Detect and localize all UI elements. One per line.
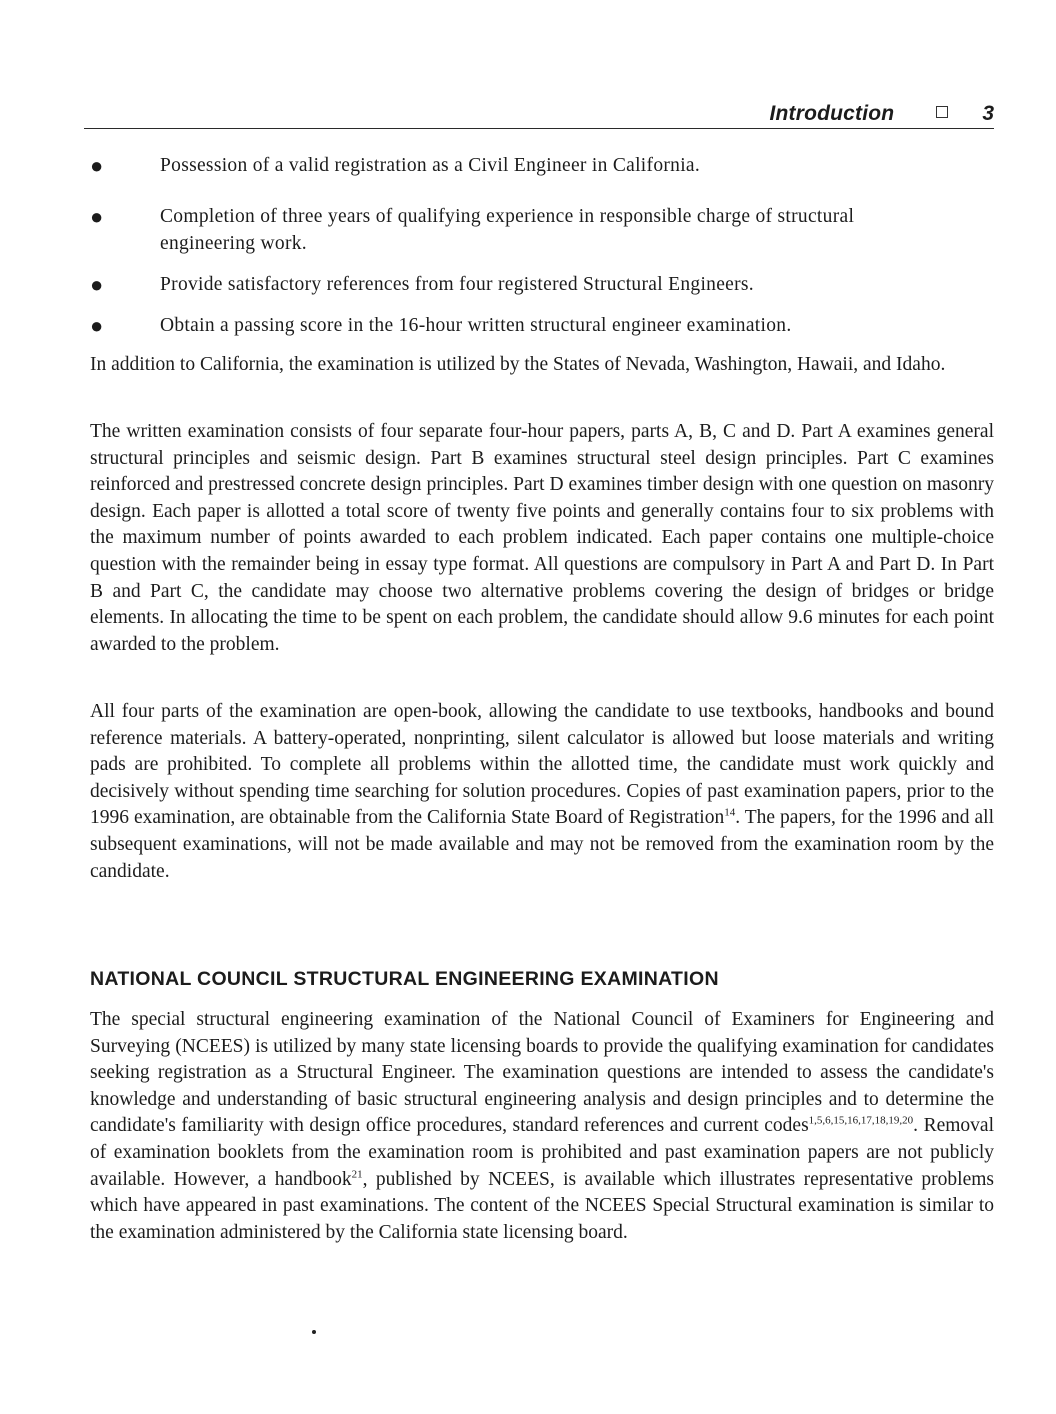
- header-box-icon: [936, 106, 948, 118]
- bullet-icon: ●: [90, 313, 104, 338]
- stray-ink-mark: [312, 1330, 316, 1334]
- paragraph-text: . Removal of examination booklets from the examination room is prohibited and past examination papers are not publicly available. However, a handbook: [90, 1115, 994, 1190]
- list-item: [90, 152, 994, 179]
- paragraph-text: , published by NCEES, is available which illustrates representative problems which have appeared in past examinations. The content of the NCEES Special Structural examination is similar to the examination administered by the California state licensing board.: [90, 1168, 994, 1243]
- list-item-text: Obtain a passing score in the 16-hour written structural engineer examination.: [160, 315, 792, 336]
- header-right-group: [769, 102, 994, 126]
- section-heading: NATIONAL COUNCIL STRUCTURAL ENGINEERING EXAMINATION: [90, 968, 719, 990]
- list-item: [90, 312, 994, 339]
- reference-superscript: 1,5,6,15,16,17,18,19,20: [808, 1114, 914, 1127]
- paragraph-open-book: [90, 699, 994, 885]
- header-section-title: Introduction: [769, 102, 895, 125]
- paragraph-states: In addition to California, the examination is utilized by the States of Nevada, Washington, Hawaii, and Idaho.: [90, 354, 946, 375]
- paragraph-ncees: [90, 1007, 994, 1246]
- page-number: 3: [982, 102, 994, 125]
- paragraph-text: . The papers, for the 1996 and all subsequent examinations, will not be made available and may not be removed from the examination room by the candidate.: [90, 807, 995, 882]
- requirements-list: [90, 152, 994, 339]
- bullet-icon: ●: [90, 272, 104, 297]
- reference-superscript: 14: [724, 806, 736, 819]
- reference-superscript: 21: [351, 1168, 363, 1181]
- list-item-text: Provide satisfactory references from four registered Structural Engineers.: [160, 274, 754, 295]
- bullet-icon: ●: [90, 153, 104, 178]
- bullet-icon: ●: [90, 204, 104, 229]
- paragraph-text: All four parts of the examination are open-book, allowing the candidate to use textbooks, handbooks and bound reference materials. A battery-operated, nonprinting, silent calculator is allowed but loose materials and writing pads are prohibited. To complete all problems within the allotted time, the candidate must work quickly and decisively without spending time searching for solution procedures. Copies of past examination papers, prior to the 1996 examination, are obtainable from the California State Board of Registration: [90, 701, 994, 829]
- paragraph-text: The special structural engineering examination of the National Council of Examiners for Engineering and Surveying (NCEES) is utilized by many state licensing boards to provide the qualifying examination for candidates seeking registration as a Structural Engineer. The examination questions are intended to assess the candidate's knowledge and understanding of basic structural engineering analysis and design principles and to determine the candidate's familiarity with design office procedures, standard references and current codes: [90, 1009, 994, 1137]
- list-item: [90, 203, 994, 257]
- paragraph-written-exam: The written examination consists of four separate four-hour papers, parts A, B, C and D. Part A examines general structural principles and seismic design. Part B examines structural steel design principles. Part C examines reinforced and prestressed concrete design principles. Part D examines timber design with one question on masonry design. Each paper is allotted a total score of twenty five points and generally contains four to six problems with the maximum number of points awarded to each problem indicated. Each paper contains one multiple-choice question with the remainder being in essay type format. All questions are compulsory in Part A and Part D. In Part B and Part C, the candidate may choose two alternative problems covering the design of bridges or bridge elements. In allocating the time to be spent on each problem, the candidate should allow 9.6 minutes for each point awarded to the problem.: [90, 421, 994, 655]
- list-item: [90, 271, 994, 298]
- list-item-text: Possession of a valid registration as a Civil Engineer in California.: [160, 155, 701, 176]
- running-header: [84, 100, 994, 129]
- list-item-text: Completion of three years of qualifying experience in responsible charge of structural engineering work.: [160, 206, 855, 254]
